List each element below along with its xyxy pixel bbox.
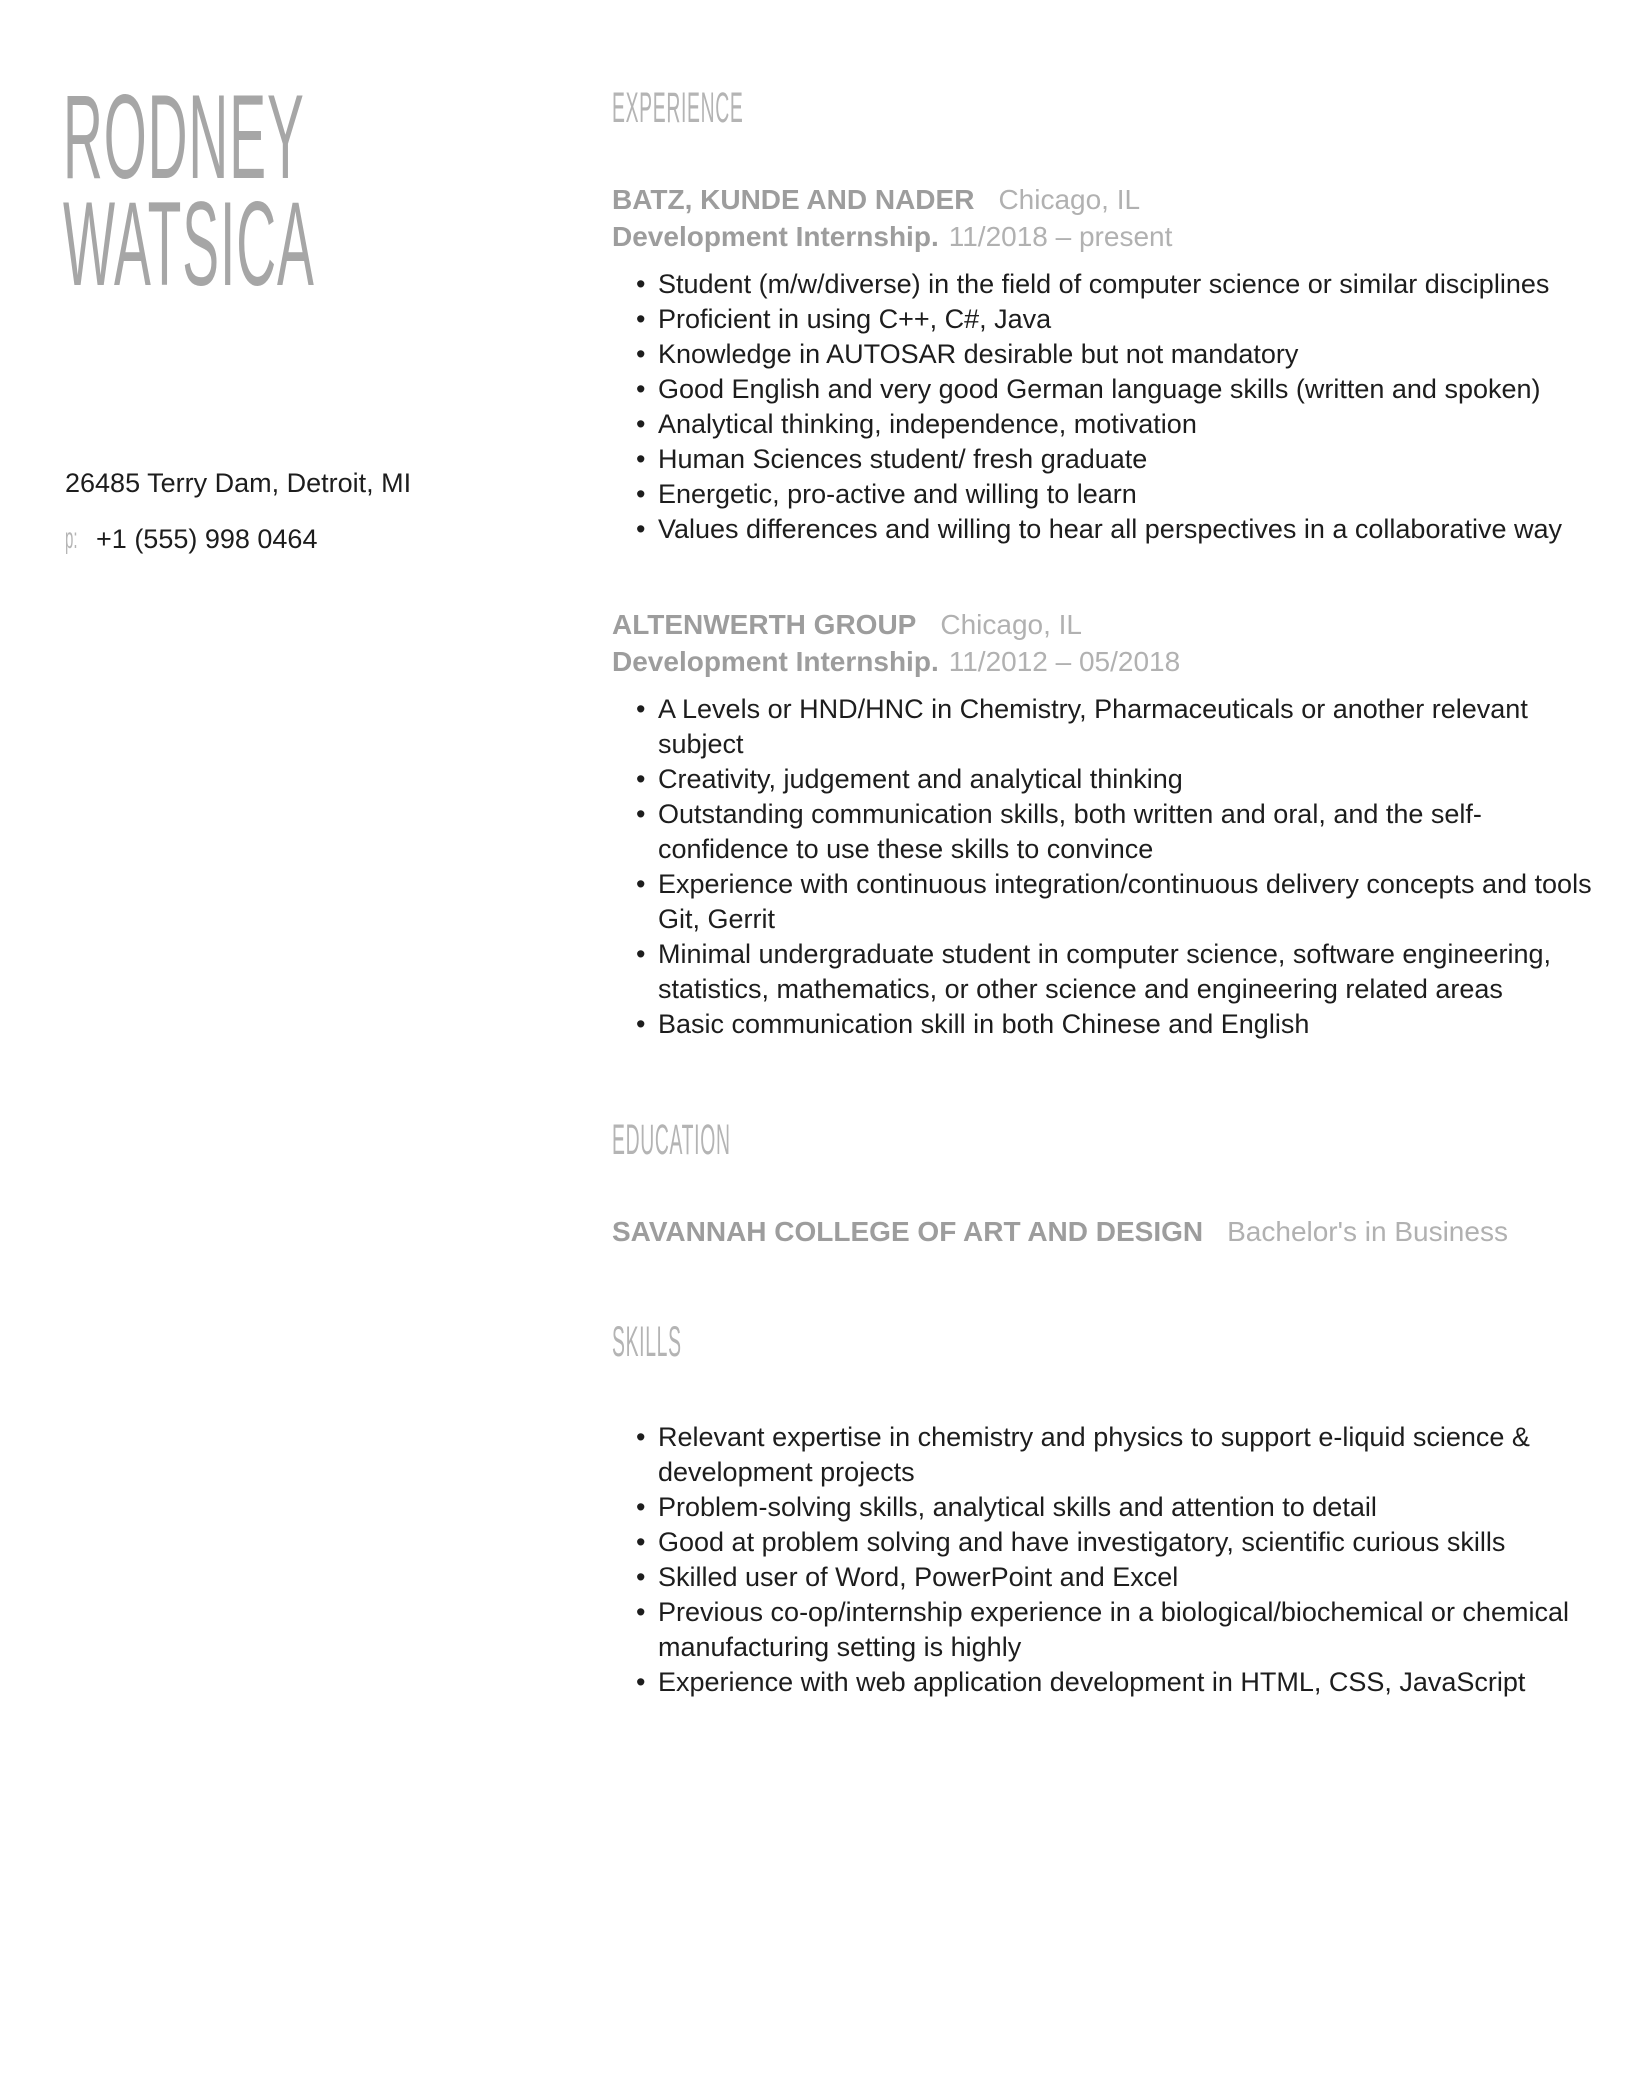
bullet-item: • Proficient in using C++, C#, Java (612, 302, 1602, 337)
job-header (612, 182, 1602, 218)
candidate-name: RODNEY WATSICA (63, 70, 315, 311)
bullet-item: • Previous co-op/internship experience in a biological/biochemical or chemical manufacturing setting is highly (612, 1595, 1602, 1665)
job-role: Development Internship. (612, 646, 939, 677)
job-entry-1 (612, 182, 1602, 547)
bullet-item: • Skilled user of Word, PowerPoint and Excel (612, 1560, 1602, 1595)
bullet-item: • A Levels or HND/HNC in Chemistry, Pharmaceuticals or another relevant subject (612, 692, 1602, 762)
job-location: Chicago, IL (940, 609, 1082, 640)
bullet-item: • Problem-solving skills, analytical skills and attention to detail (612, 1490, 1602, 1525)
job-subheader (612, 643, 1602, 680)
contact-address: 26485 Terry Dam, Detroit, MI (65, 468, 412, 498)
bullet-item: • Analytical thinking, independence, motivation (612, 407, 1602, 442)
right-column (612, 0, 1602, 1700)
phone-label: p: (65, 522, 78, 555)
phone-number: +1 (555) 998 0464 (96, 524, 318, 554)
bullet-item: • Values differences and willing to hear all perspectives in a collaborative way (612, 512, 1602, 547)
bullet-item: • Creativity, judgement and analytical thinking (612, 762, 1602, 797)
section-title-experience: EXPERIENCE (612, 84, 744, 132)
bullet-item: • Experience with web application development in HTML, CSS, JavaScript (612, 1665, 1602, 1700)
job-role: Development Internship. (612, 221, 939, 252)
skills-bullet-list (612, 1420, 1602, 1700)
bullet-item: • Knowledge in AUTOSAR desirable but not mandatory (612, 337, 1602, 372)
job-dates: 11/2018 – present (948, 221, 1173, 252)
job-location: Chicago, IL (998, 184, 1141, 215)
bullet-item: • Basic communication skill in both Chinese and English (612, 1007, 1602, 1042)
job-dates: 11/2012 – 05/2018 (948, 646, 1181, 677)
job-bullet-list (612, 267, 1602, 547)
job-subheader (612, 218, 1602, 255)
company-name: BATZ, KUNDE AND NADER (612, 184, 975, 215)
bullet-item: • Good English and very good German language skills (written and spoken) (612, 372, 1602, 407)
bullet-item: • Energetic, pro-active and willing to learn (612, 477, 1602, 512)
job-entry-2 (612, 607, 1602, 1042)
bullet-item: • Experience with continuous integration/continuous delivery concepts and tools Git, Gerrit (612, 867, 1602, 937)
contact-phone-row (65, 522, 317, 556)
job-bullet-list (612, 692, 1602, 1042)
section-title-education: EDUCATION (612, 1116, 731, 1164)
bullet-item: • Outstanding communication skills, both written and oral, and the self-confidence to use these skills to convince (612, 797, 1602, 867)
job-header (612, 607, 1602, 643)
bullet-item: • Relevant expertise in chemistry and physics to support e-liquid science & development projects (612, 1420, 1602, 1490)
bullet-item: • Student (m/w/diverse) in the field of computer science or similar disciplines (612, 267, 1602, 302)
bullet-item: • Minimal undergraduate student in computer science, software engineering, statistics, mathematics, or other science and engineering related areas (612, 937, 1602, 1007)
section-title-skills: SKILLS (612, 1318, 682, 1366)
degree: Bachelor's in Business (1227, 1216, 1508, 1247)
bullet-item: • Human Sciences student/ fresh graduate (612, 442, 1602, 477)
bullet-item: • Good at problem solving and have investigatory, scientific curious skills (612, 1525, 1602, 1560)
education-entry (612, 1214, 1602, 1250)
school-name: SAVANNAH COLLEGE OF ART AND DESIGN (612, 1216, 1204, 1247)
company-name: ALTENWERTH GROUP (612, 609, 917, 640)
